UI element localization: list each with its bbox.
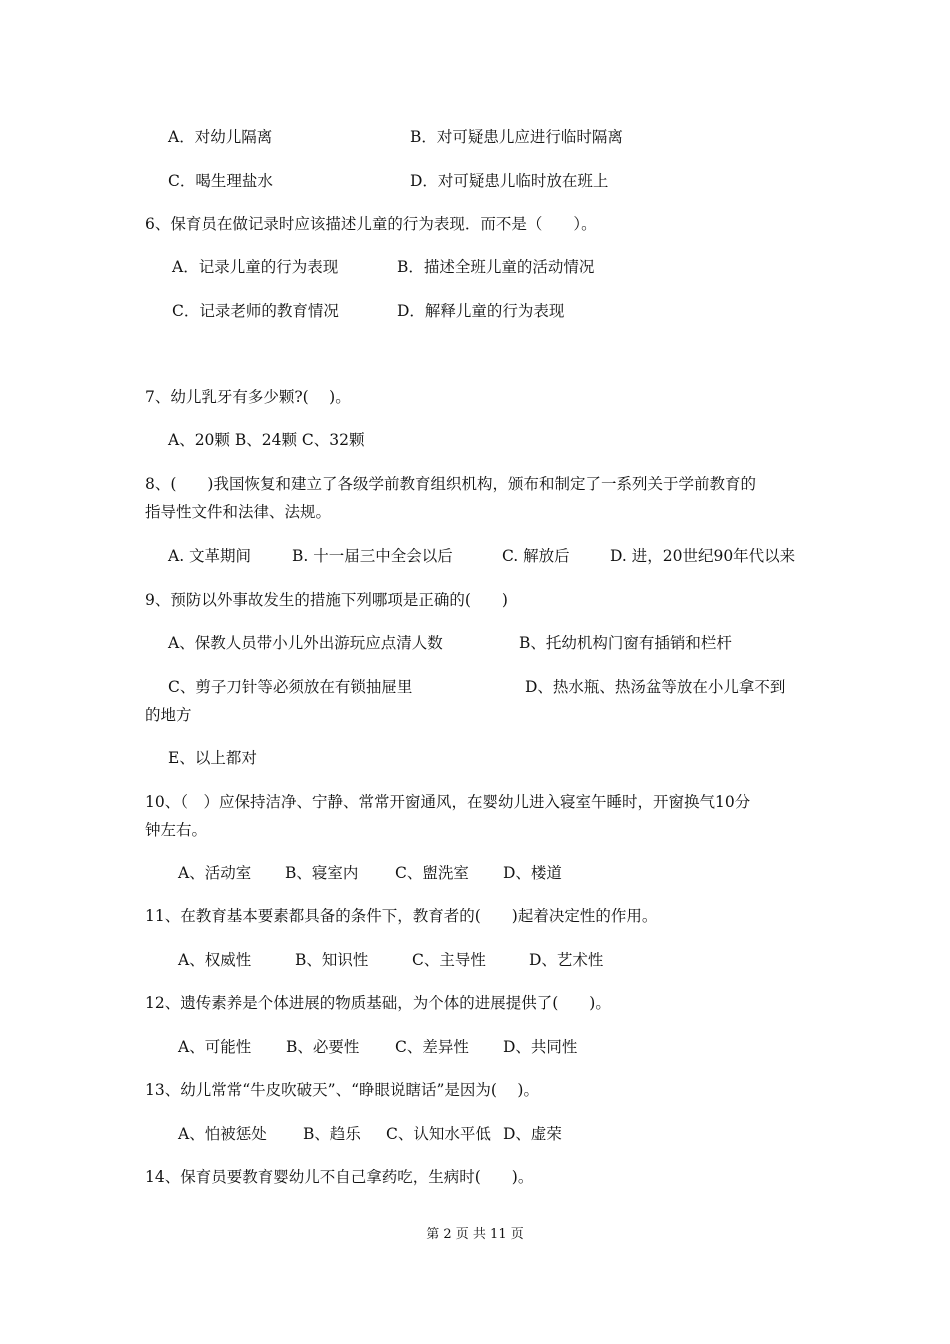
q10-option-a: A、活动室 xyxy=(178,864,252,882)
q13-option-c: C、认知水平低 xyxy=(386,1125,491,1143)
q7-stem: 7、幼儿乳牙有多少颗?( )。 xyxy=(145,388,351,406)
q5-option-b: B．对可疑患儿应进行临时隔离 xyxy=(410,128,623,146)
q5-option-a: A．对幼儿隔离 xyxy=(168,128,273,146)
q5-option-c: C．喝生理盐水 xyxy=(168,172,273,190)
q14-stem: 14、保育员要教育婴幼儿不自己拿药吃，生病时( )。 xyxy=(145,1168,534,1186)
q8-stem-line2: 指导性文件和法律、法规。 xyxy=(145,503,332,521)
q9-option-e: E、以上都对 xyxy=(168,749,257,767)
q9-option-d: D、热水瓶、热汤盆等放在小儿拿不到 xyxy=(525,678,786,696)
q6-option-d: D．解释儿童的行为表现 xyxy=(397,302,565,320)
q12-option-d: D、共同性 xyxy=(503,1038,578,1056)
q11-option-a: A、权威性 xyxy=(178,951,252,969)
q10-stem-line2: 钟左右。 xyxy=(145,821,208,839)
q13-option-b: B、趋乐 xyxy=(303,1125,361,1143)
q11-option-b: B、知识性 xyxy=(295,951,369,969)
q10-option-d: D、楼道 xyxy=(503,864,562,882)
q5-option-d: D．对可疑患儿临时放在班上 xyxy=(410,172,609,190)
q12-option-c: C、差异性 xyxy=(395,1038,469,1056)
q6-option-a: A．记录儿童的行为表现 xyxy=(172,258,339,276)
q8-option-c: C. 解放后 xyxy=(502,547,570,565)
q13-stem: 13、幼儿常常“牛皮吹破天”、“睁眼说瞎话”是因为( )。 xyxy=(145,1081,539,1099)
q6-option-c: C．记录老师的教育情况 xyxy=(172,302,339,320)
q11-stem: 11、在教育基本要素都具备的条件下，教育者的( )起着决定性的作用。 xyxy=(145,907,658,925)
q9-option-b: B、托幼机构门窗有插销和栏杆 xyxy=(519,634,732,652)
q12-stem: 12、遗传素养是个体进展的物质基础，为个体的进展提供了( )。 xyxy=(145,994,611,1012)
q13-option-d: D、虚荣 xyxy=(503,1125,562,1143)
q7-options: A、20颗 B、24颗 C、32颗 xyxy=(168,431,365,449)
q9-option-d-cont: 的地方 xyxy=(145,706,192,724)
q6-stem: 6、保育员在做记录时应该描述儿童的行为表现．而不是（ ）。 xyxy=(145,215,597,233)
q10-option-c: C、盥洗室 xyxy=(395,864,469,882)
page-footer: 第 2 页 共 11 页 xyxy=(426,1227,524,1242)
q12-option-b: B、必要性 xyxy=(286,1038,360,1056)
q9-option-a: A、保教人员带小儿外出游玩应点清人数 xyxy=(168,634,443,652)
q8-option-b: B. 十一届三中全会以后 xyxy=(292,547,453,565)
q8-option-d: D. 进，20世纪90年代以来 xyxy=(610,547,796,565)
q10-option-b: B、寝室内 xyxy=(285,864,359,882)
q9-option-c: C、剪子刀针等必须放在有锁抽屉里 xyxy=(168,678,413,696)
q6-option-b: B．描述全班儿童的活动情况 xyxy=(397,258,595,276)
q12-option-a: A、可能性 xyxy=(178,1038,252,1056)
q9-stem: 9、预防以外事故发生的措施下列哪项是正确的( ) xyxy=(145,591,508,609)
q8-stem-line1: 8、( )我国恢复和建立了各级学前教育组织机构，颁布和制定了一系列关于学前教育的 xyxy=(145,475,756,493)
q13-option-a: A、怕被惩处 xyxy=(178,1125,267,1143)
q8-option-a: A. 文革期间 xyxy=(168,547,252,565)
q11-option-c: C、主导性 xyxy=(412,951,486,969)
q10-stem-line1: 10、（ ）应保持洁净、宁静、常常开窗通风，在婴幼儿进入寝室午睡时，开窗换气10分 xyxy=(145,793,751,811)
q11-option-d: D、艺术性 xyxy=(529,951,604,969)
